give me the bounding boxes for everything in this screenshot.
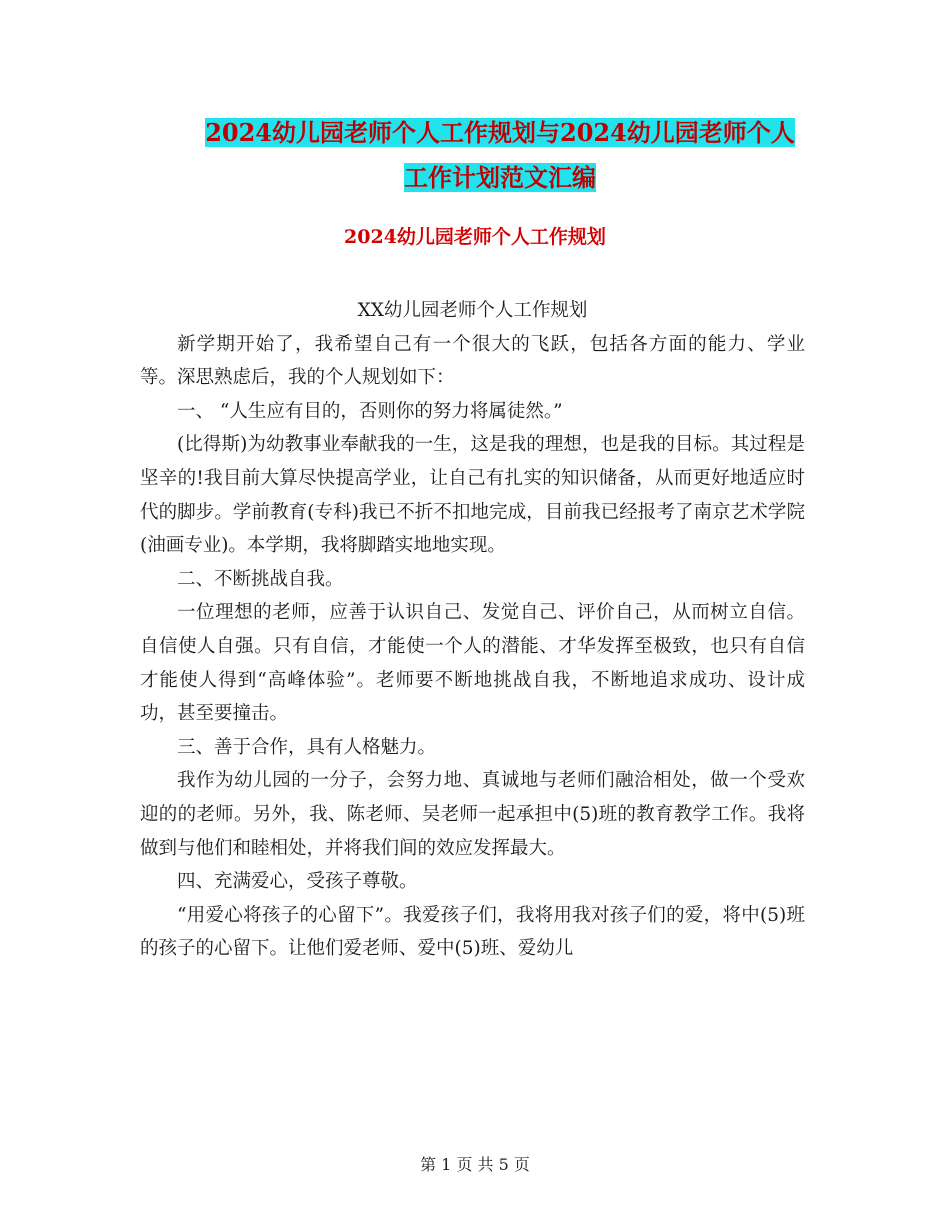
section-title: 2024幼儿园老师个人工作规划 [344, 226, 606, 248]
document-title-line-2: 工作计划范文汇编 [404, 163, 596, 192]
paragraph: 三、善于合作，具有人格魅力。 [177, 736, 437, 758]
page-footer: 第 1 页 共 5 页 [420, 1155, 530, 1174]
paragraph: 一、 “人生应有目的，否则你的努力将属徒然。” [177, 400, 563, 422]
paragraph: (比得斯)为幼教事业奉献我的一生，这是我的理想，也是我的目标。其过程是坚辛的!我目前大算尽快提高学业，让自己有扎实的知识储备，从而更好地适应时代的脚步。学前教育(专科)我已不折不扣地完成，目前我已经报考了南京艺术学院(油画专业)。本学期，我将脚踏实地地实现。 [140, 434, 805, 557]
paragraph: 新学期开始了，我希望自己有一个很大的飞跃，包括各方面的能力、学业等。深思熟虑后，我的个人规划如下： [140, 333, 805, 389]
paragraph: 四、充满爱心，受孩子尊敬。 [177, 871, 418, 893]
paragraph: 我作为幼儿园的一分子，会努力地、真诚地与老师们融洽相处，做一个受欢迎的的老师。另外，我、陈老师、吴老师一起承担中(5)班的教育教学工作。我将做到与他们和睦相处，并将我们间的效应发挥最大。 [140, 770, 805, 859]
paragraph: 一位理想的老师，应善于认识自己、发觉自己、评价自己，从而树立自信。自信使人自强。只有自信，才能使一个人的潜能、才华发挥至极致，也只有自信才能使人得到“高峰体验”。老师要不断地挑战自我，不断地追求成功、设计成功，甚至要撞击。 [140, 602, 805, 725]
document-title-line-1: 2024幼儿园老师个人工作规划与2024幼儿园老师个人 [205, 118, 795, 147]
document-subtitle: XX幼儿园老师个人工作规划 [357, 300, 588, 321]
paragraph: 二、不断挑战自我。 [177, 568, 344, 590]
document-title [140, 110, 860, 200]
document-body [140, 294, 805, 966]
paragraph: “用爱心将孩子的心留下”。我爱孩子们，我将用我对孩子们的爱，将中(5)班的孩子的心留下。让他们爱老师、爱中(5)班、爱幼儿 [140, 904, 805, 960]
